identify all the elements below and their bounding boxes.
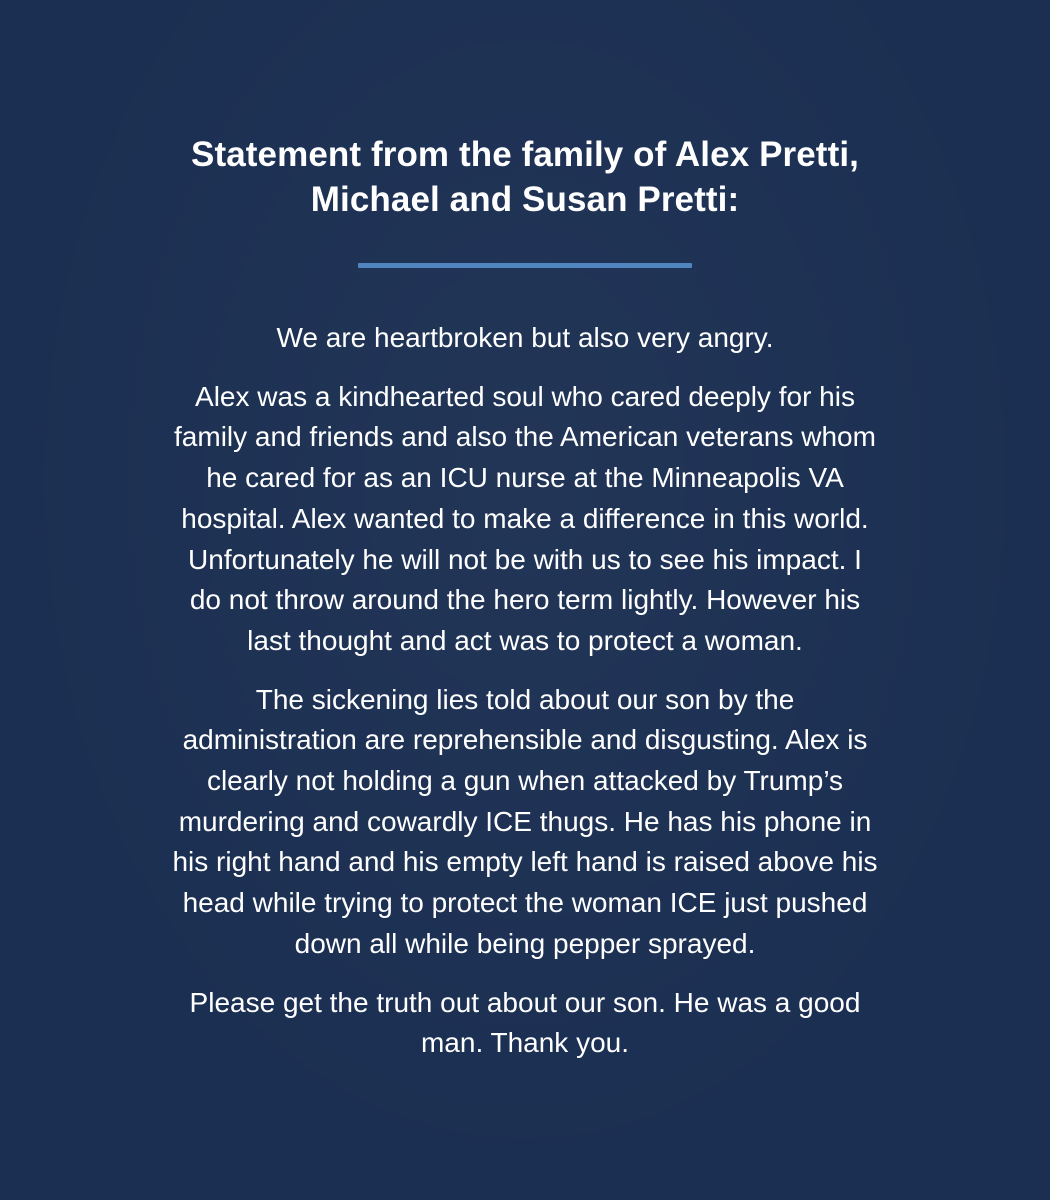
title-line: Statement from the family of Alex Pretti, bbox=[191, 135, 859, 174]
text-line: last thought and act was to protect a woman. bbox=[247, 624, 803, 656]
text-line: man. Thank you. bbox=[420, 1027, 630, 1059]
statement-body bbox=[75, 318, 975, 1064]
text-line: murdering and cowardly ICE thugs. He has his phone in bbox=[178, 805, 872, 837]
text-line: head while trying to protect the woman ICE just pushed bbox=[182, 887, 868, 919]
statement-card bbox=[75, 132, 975, 1082]
statement-title bbox=[75, 132, 975, 222]
paragraph-opening bbox=[75, 318, 975, 359]
text-line: We are heartbroken but also very angry. bbox=[276, 322, 774, 353]
text-line: Unfortunately he will not be with us to see his impact. I bbox=[188, 543, 862, 575]
text-line: down all while being pepper sprayed. bbox=[294, 927, 756, 959]
text-line: clearly not holding a gun when attacked by Trump’s bbox=[206, 765, 844, 797]
text-line: The sickening lies told about our son by the bbox=[255, 683, 795, 715]
title-line: Michael and Susan Pretti: bbox=[310, 180, 740, 219]
title-divider bbox=[358, 263, 692, 268]
text-line: do not throw around the hero term lightly. However his bbox=[189, 584, 861, 616]
text-line: Alex was a kindhearted soul who cared deeply for his bbox=[195, 380, 855, 412]
text-line: administration are reprehensible and disgusting. Alex is bbox=[182, 724, 868, 756]
text-line: family and friends and also the American veterans whom bbox=[174, 421, 876, 453]
paragraph-about-alex bbox=[75, 377, 975, 662]
text-line: hospital. Alex wanted to make a difference in this world. bbox=[181, 502, 869, 534]
paragraph-closing bbox=[75, 983, 975, 1064]
paragraph-about-lies bbox=[75, 680, 975, 965]
text-line: Please get the truth out about our son. He was a good bbox=[189, 986, 861, 1018]
text-line: he cared for as an ICU nurse at the Minneapolis VA bbox=[206, 462, 844, 494]
text-line: his right hand and his empty left hand is raised above his bbox=[172, 846, 878, 878]
